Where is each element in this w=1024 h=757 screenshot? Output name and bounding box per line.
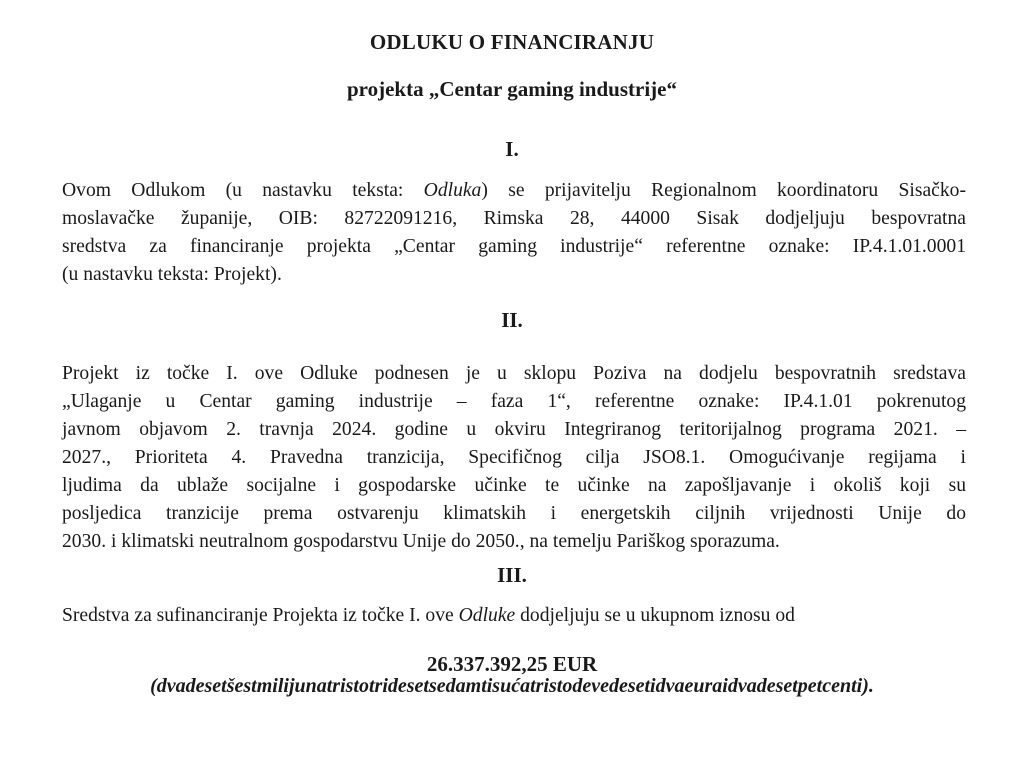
paragraph-line: javnom objavom 2. travnja 2024. godine u okviru Integriranog teritorijalnog programa 2021. –: [62, 419, 966, 440]
section-3-paragraph: [62, 602, 966, 630]
paragraph-line: sredstva za financiranje projekta „Centar gaming industrije“ referentne oznake: IP.4.1.01.0001: [62, 236, 966, 257]
paragraph-line: 2030. i klimatski neutralnom gospodarstvu Unije do 2050., na temelju Pariškog sporazuma.: [62, 531, 780, 552]
paragraph-line: Ovom Odlukom (u nastavku teksta: Odluka) se prijavitelju Regionalnom koordinatoru Sisačko-: [62, 180, 966, 201]
document-title: ODLUKU O FINANCIRANJU: [369, 30, 655, 54]
emphasis-text: Odluke: [458, 605, 516, 626]
paragraph-line: 2027., Prioriteta 4. Pravedna tranzicija, Specifičnog cilja JSO8.1. Omogućivanje regijama i: [62, 447, 966, 468]
paragraph-line: „Ulaganje u Centar gaming industrije – faza 1“, referentne oznake: IP.4.1.01 pokrenutog: [62, 391, 966, 412]
section-2-paragraph: [62, 360, 966, 556]
document-subtitle: projekta „Centar gaming industrije“: [347, 77, 677, 101]
total-amount-words: (dvadesetšestmilijunatristotridesetsedamtisućatristodevedesetidvaeuraidvadesetpetcenti).: [150, 675, 874, 697]
paragraph-line: (u nastavku teksta: Projekt).: [62, 264, 282, 285]
section-1-paragraph: [62, 177, 966, 289]
section-numeral-3: III.: [497, 563, 527, 587]
section-numeral-2: II.: [501, 308, 523, 332]
paragraph-line: ljudima da ublaže socijalne i gospodarske učinke te učinke na zapošljavanje i okoliš koji su: [62, 475, 966, 496]
paragraph-line: posljedica tranzicije prema ostvarenju klimatskih i energetskih ciljnih vrijednosti Unije do: [62, 503, 966, 524]
paragraph-line: Sredstva za sufinanciranje Projekta iz točke I. ove Odluke dodjeljuju se u ukupnom iznosu od: [62, 605, 795, 626]
paragraph-line: Projekt iz točke I. ove Odluke podnesen je u sklopu Poziva na dodjelu bespovratnih sredstava: [62, 363, 966, 384]
emphasis-text: Odluka: [423, 180, 482, 201]
total-amount: 26.337.392,25 EUR: [426, 652, 598, 676]
section-numeral-1: I.: [505, 137, 519, 161]
paragraph-line: moslavačke županije, OIB: 82722091216, Rimska 28, 44000 Sisak dodjeljuju bespovratna: [62, 208, 966, 229]
